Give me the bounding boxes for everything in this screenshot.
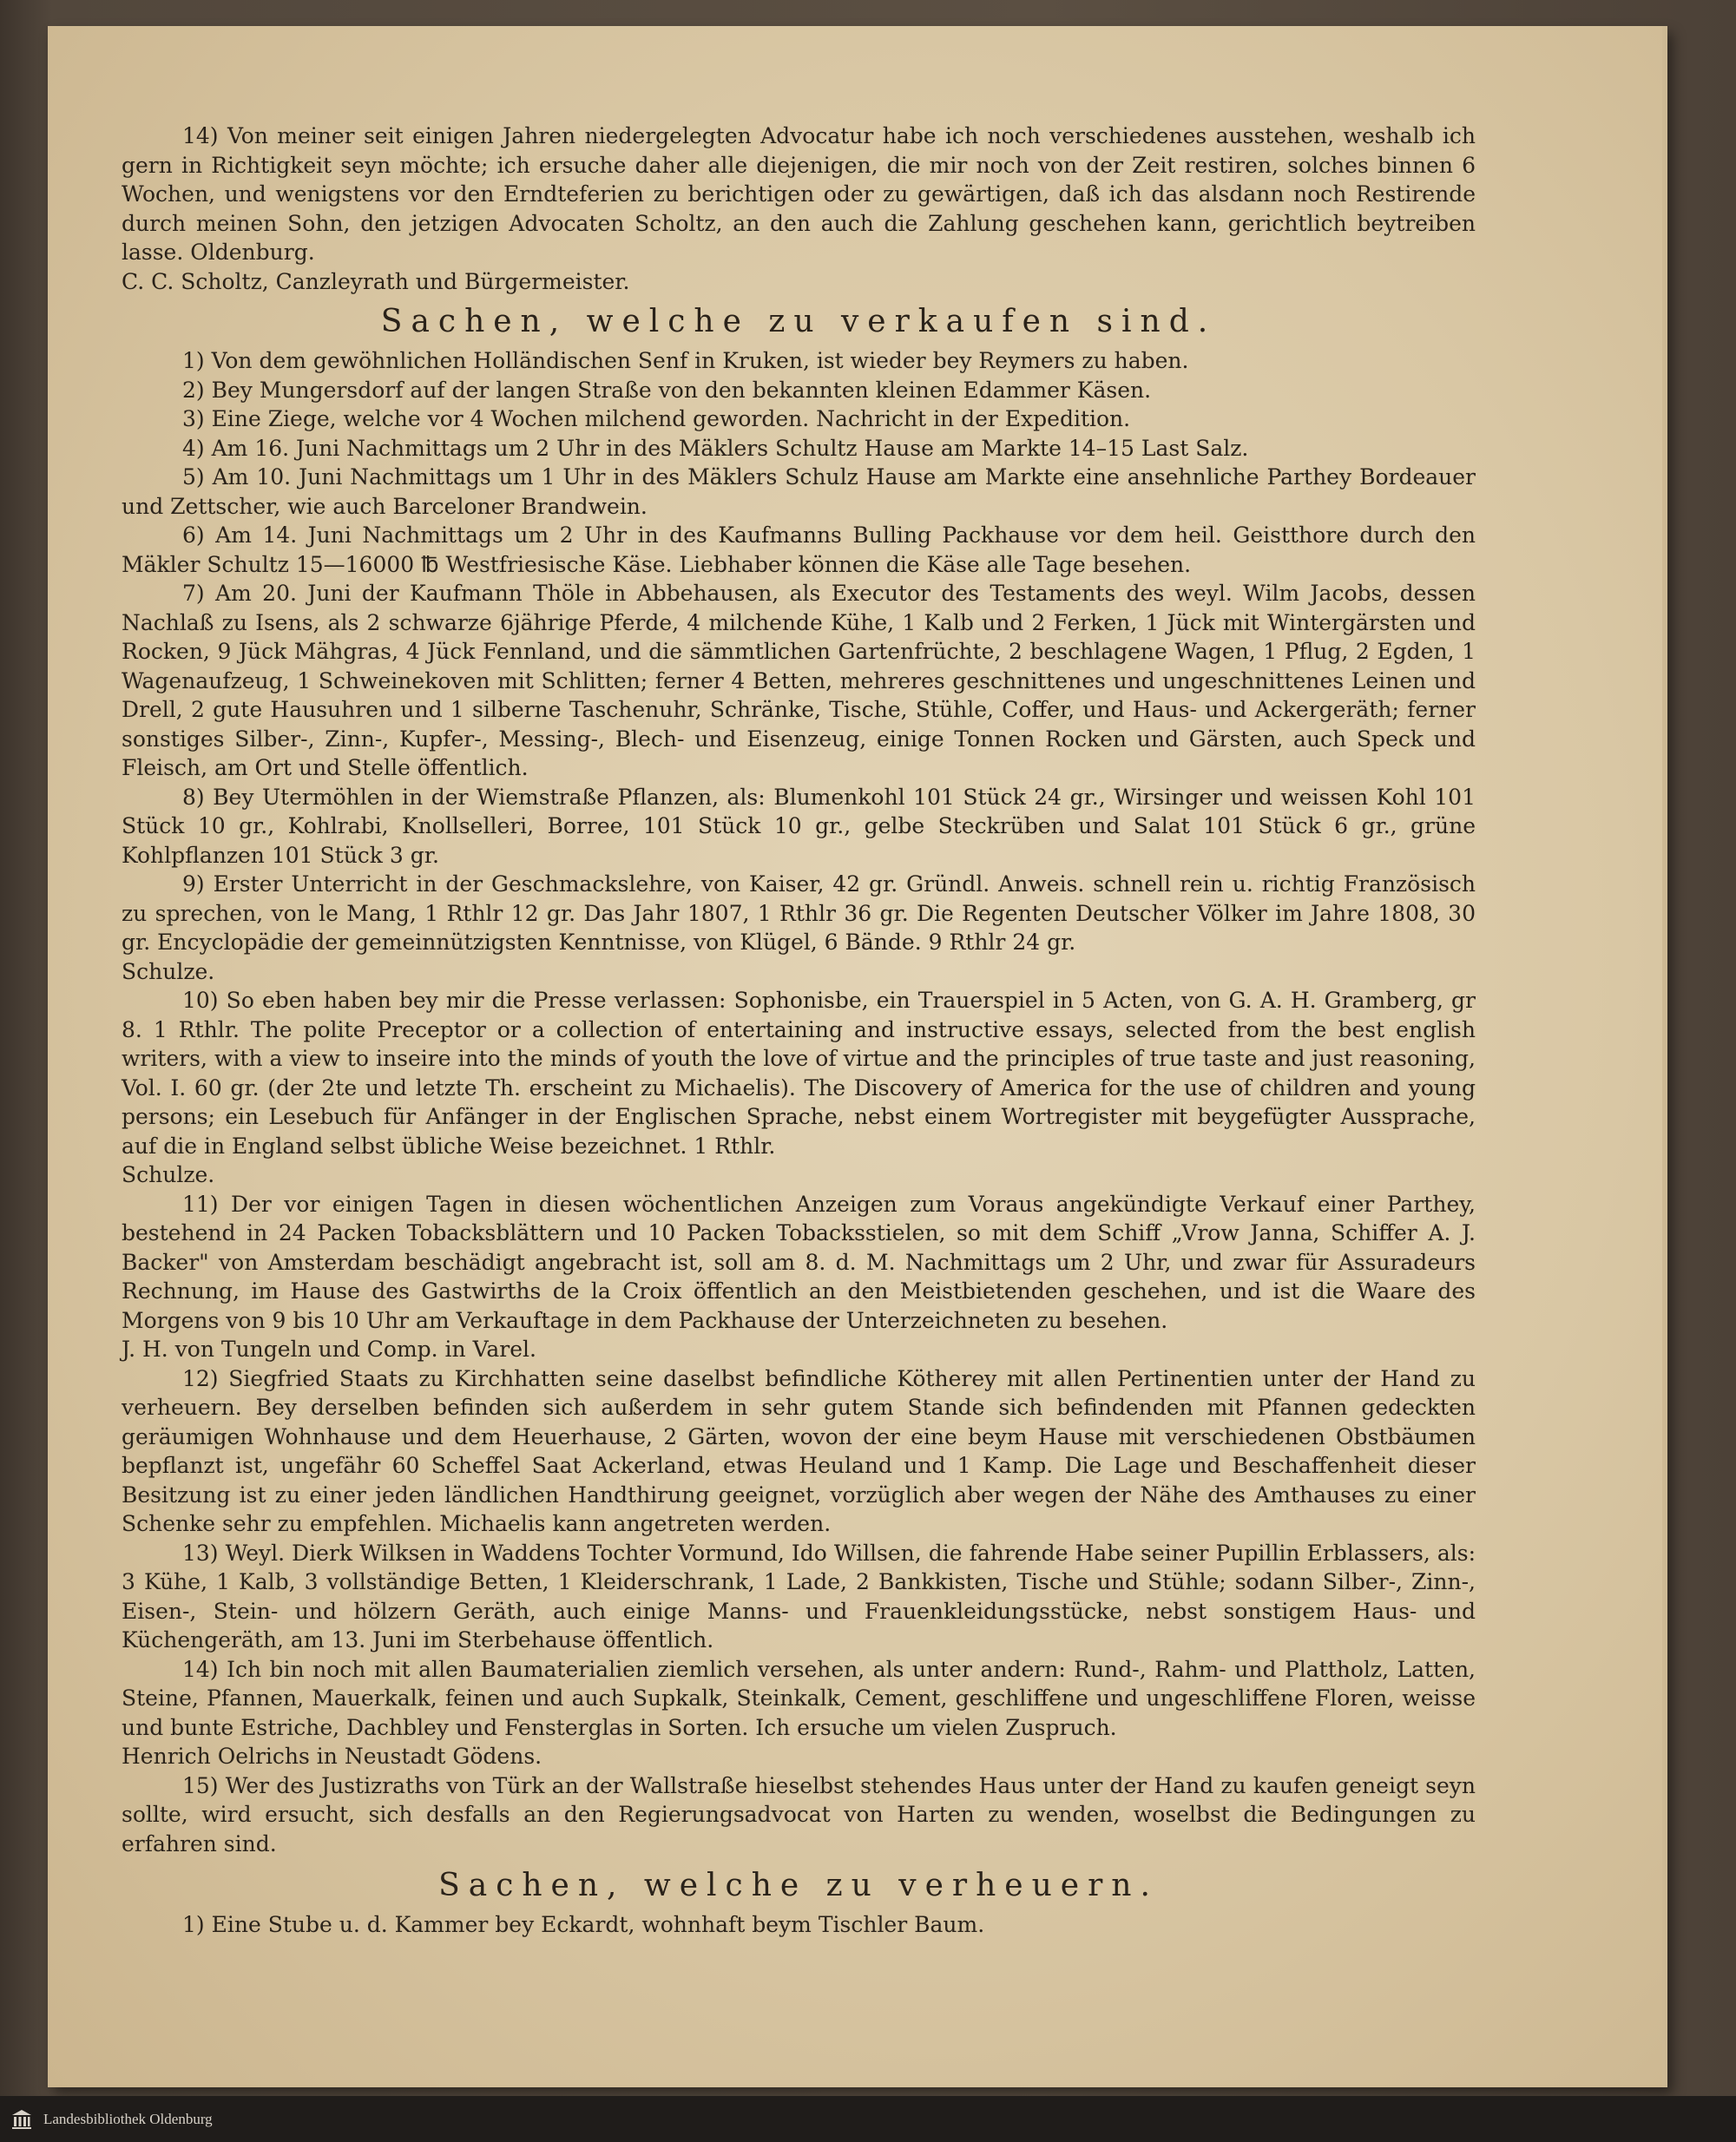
section-heading-rent: Sachen, welche zu verheuern. <box>438 1868 1159 1903</box>
notice-advocatur: 14) Von meiner seit einigen Jahren niedergelegten Advocatur habe ich noch verschiedenes ausstehen, weshalb ich gern in Richtigkeit seyn möchte; ich ersuche daher alle diejenigen, die mir noch von der Zeit restiren, solches binnen 6 Wochen, und wenigstens vor den Erndteferien zu berichtigen oder zu gewärtigen, daß ich das alsdann noch Restirende durch meinen Sohn, den jetzigen Advocaten Scholtz, an den auch die Zahlung geschehen kann, gerichtlich beytreiben lasse. Oldenburg. <box>122 123 1476 265</box>
section-heading-sale: Sachen, welche zu verkaufen sind. <box>380 304 1217 339</box>
sale-item-4: 4) Am 16. Juni Nachmittags um 2 Uhr in des Mäklers Schultz Hause am Markte 14–15 Last Salz. <box>182 435 1249 461</box>
sale-item-9: 9) Erster Unterricht in der Geschmackslehre, von Kaiser, 42 gr. Gründl. Anweis. schnell rein u. richtig Französisch zu sprechen, von le Mang, 1 Rthlr 12 gr. Das Jahr 1807, 1 Rthlr 36 gr. Die Regenten Deutscher Völker im Jahre 1808, 30 gr. Encyclopädie der gemeinnützigsten Kenntnisse, von Klügel, 6 Bände. 9 Rthlr 24 gr. <box>122 871 1476 955</box>
sale-item-8: 8) Bey Utermöhlen in der Wiemstraße Pflanzen, als: Blumenkohl 101 Stück 24 gr., Wirsinger und weissen Kohl 101 Stück 10 gr., Kohlrabi, Knollselleri, Borree, 101 Stück 10 gr., gelbe Steckrüben und Salat 101 Stück 6 gr., grüne Kohlpflanzen 101 Stück 3 gr. <box>122 784 1476 868</box>
sale-item-2: 2) Bey Mungersdorf auf der langen Straße von den bekannten kleinen Edammer Käsen. <box>182 377 1152 403</box>
sale-item-10: 10) So eben haben bey mir die Presse verlassen: Sophonisbe, ein Trauerspiel in 5 Acten, von G. A. H. Gramberg, gr 8. 1 Rthlr. The polite Preceptor or a collection of entertaining and instructive essays, selected from the best english writers, with a view to inseire into the minds of youth the love of virtue and the principles of true taste and just reasoning, Vol. I. 60 gr. (der 2te und letzte Th. erscheint zu Michaelis). The Discovery of America for the use of children and young persons; ein Lesebuch für Anfänger in der Englischen Sprache, nebst einem Wortregister mit beygefügter Aussprache, auf die in England selbst übliche Weise bezeichnet. 1 Rthlr. <box>122 988 1476 1159</box>
sale-item-14-signature: Henrich Oelrichs in Neustadt Gödens. <box>122 1744 542 1769</box>
page-content <box>122 122 1476 1940</box>
sale-item-12: 12) Siegfried Staats zu Kirchhatten seine daselbst befindliche Kötherey mit allen Pertinentien unter der Hand zu verheuern. Bey derselben befinden sich außerdem in sehr gutem Stande sich befindenden mit Pfannen gedeckten geräumigen Wohnhause und dem Heuerhause, 2 Gärten, wovon der eine beym Hause mit verschiedenen Obstbäumen bepflanzt ist, ungefähr 60 Scheffel Saat Ackerland, etwas Heuland und 1 Kamp. Die Lage und Beschaffenheit dieser Besitzung ist zu einer jeden ländlichen Handthirung geeignet, vorzüglich aber wegen der Nähe des Amthauses zu einer Schenke sehr zu empfehlen. Michaelis kann angetreten werden. <box>122 1365 1476 1536</box>
sale-item-3: 3) Eine Ziege, welche vor 4 Wochen milchend geworden. Nachricht in der Expedition. <box>182 406 1131 431</box>
sale-item-15: 15) Wer des Justizraths von Türk an der Wallstraße hieselbst stehendes Haus unter der Hand zu kaufen geneigt seyn sollte, wird ersucht, sich desfalls an den Regierungsadvocat von Harten zu wenden, woselbst die Bedingungen zu erfahren sind. <box>122 1772 1476 1856</box>
sale-item-11-signature: J. H. von Tungeln und Comp. in Varel. <box>122 1337 536 1362</box>
sale-item-6: 6) Am 14. Juni Nachmittags um 2 Uhr in des Kaufmanns Bulling Packhause vor dem heil. Geistthore durch den Mäkler Schultz 15—16000 ℔ Westfriesische Käse. Liebhaber können die Käse alle Tage besehen. <box>122 522 1476 577</box>
library-building-icon <box>9 2106 35 2132</box>
sale-item-13: 13) Weyl. Dierk Wilksen in Waddens Tochter Vormund, Ido Willsen, die fahrende Habe seiner Pupillin Erblassers, als: 3 Kühe, 1 Kalb, 3 vollständige Betten, 1 Kleiderschrank, 1 Lade, 2 Bankkisten, Tische und Stühle; sodann Silber-, Zinn-, Eisen-, Stein- und hölzern Geräth, auch einige Manns- und Frauenkleidungsstücke, nebst sonstigem Haus- und Küchengeräth, am 13. Juni im Sterbehause öffentlich. <box>122 1540 1476 1652</box>
footer-bar <box>0 2096 1736 2142</box>
rent-item-1: 1) Eine Stube u. d. Kammer bey Eckardt, wohnhaft beym Tischler Baum. <box>182 1912 985 1937</box>
notice-signature: C. C. Scholtz, Canzleyrath und Bürgermeister. <box>122 268 630 294</box>
sale-item-7: 7) Am 20. Juni der Kaufmann Thöle in Abbehausen, als Executor des Testaments des weyl. Wilm Jacobs, dessen Nachlaß zu Isens, als 2 schwarze 6jährige Pferde, 4 milchende Kühe, 1 Kalb und 2 Ferken, 1 Jück mit Wintergärsten und Rocken, 9 Jück Mähgras, 4 Jück Fennland, und die sämmtlichen Gartenfrüchte, 2 beschlagene Wagen, 1 Pflug, 2 Egden, 1 Wagenaufzeug, 1 Schweinekoven mit Schlitten; ferner 4 Betten, mehreres geschnittenes und ungeschnittenes Leinen und Drell, 2 gute Hausuhren und 1 silberne Taschenuhr, Schränke, Tische, Stühle, Coffer, und Haus- und Ackergeräth; ferner sonstiges Silber-, Zinn-, Kupfer-, Messing-, Blech- und Eisenzeug, einige Tonnen Rocken und Gärsten, auch Speck und Fleisch, am Ort und Stelle öffentlich. <box>122 581 1476 780</box>
sale-item-11: 11) Der vor einigen Tagen in diesen wöchentlichen Anzeigen zum Voraus angekündigte Verkauf einer Parthey, bestehend in 24 Packen Tobacksblättern und 10 Packen Tobacksstielen, so mit dem Schiff „Vrow Janna, Schiffer A. J. Backer" von Amsterdam beschädigt angebracht ist, soll am 8. d. M. Nachmittags um 2 Uhr, und zwar für Assuradeurs Rechnung, im Hause des Gastwirths de la Croix öffentlich an den Meistbietenden geschehen, und ist die Waare des Morgens von 9 bis 10 Uhr am Verkauftage in dem Packhause der Unterzeichneten zu besehen. <box>122 1191 1476 1333</box>
sale-item-1: 1) Von dem gewöhnlichen Holländischen Senf in Kruken, ist wieder bey Reymers zu haben. <box>182 348 1189 373</box>
sale-item-14: 14) Ich bin noch mit allen Baumaterialien ziemlich versehen, als unter andern: Rund-, Rahm- und Plattholz, Latten, Steine, Pfannen, Mauerkalk, feinen und auch Supkalk, Steinkalk, Cement, geschliffene und ungeschliffene Floren, weisse und bunte Estriche, Dachbley und Fensterglas in Sorten. Ich ersuche um vielen Zuspruch. <box>122 1656 1476 1740</box>
sale-item-5: 5) Am 10. Juni Nachmittags um 1 Uhr in des Mäklers Schulz Hause am Markte eine ansehnliche Parthey Bordeauer und Zettscher, wie auch Barceloner Brandwein. <box>122 464 1476 519</box>
sale-item-9-signature: Schulze. <box>122 958 215 984</box>
footer-institution[interactable]: Landesbibliothek Oldenburg <box>43 2110 213 2127</box>
sale-item-10-signature: Schulze. <box>122 1162 215 1187</box>
